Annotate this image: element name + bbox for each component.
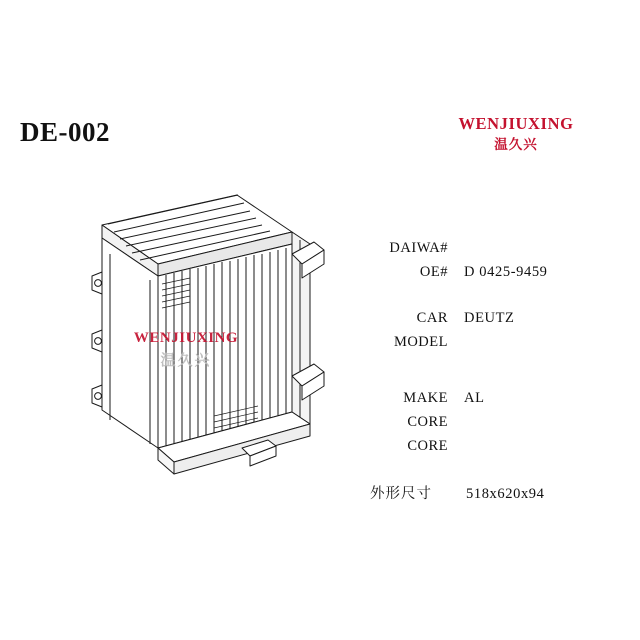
spec-value-oe: D 0425-9459: [464, 264, 548, 280]
spec-label-oe: OE#: [419, 264, 448, 280]
brand-name-cjk: 温久兴: [494, 136, 538, 153]
spec-table: [370, 240, 620, 462]
spec-row-car: [370, 310, 620, 334]
spec-spacer-1: [370, 288, 620, 310]
spec-row-daiwa: [370, 240, 620, 264]
brand-logo: [406, 114, 626, 153]
spec-row-make: [370, 390, 620, 414]
spec-row-oe: [370, 264, 620, 288]
spec-label-daiwa: DAIWA#: [389, 240, 448, 256]
spec-label-core-2: CORE: [407, 438, 448, 454]
radiator-line-art: [62, 180, 352, 510]
dimension-row: [370, 482, 545, 503]
spec-label-core-1: CORE: [407, 414, 448, 430]
spec-spacer-2: [370, 358, 620, 380]
part-number: DE-002: [20, 117, 110, 147]
spec-value-make: AL: [464, 390, 485, 406]
spec-row-model: [370, 334, 620, 358]
brand-name-latin: WENJIUXING: [458, 114, 574, 133]
spec-label-car: CAR: [416, 310, 448, 326]
watermark-cjk: 温久兴: [160, 351, 212, 369]
dimension-value: 518x620x94: [466, 486, 545, 502]
spec-row-core-1: [370, 414, 620, 438]
product-drawing: [62, 180, 352, 510]
dimension-label: 外形尺寸: [370, 486, 432, 502]
watermark-latin: WENJIUXING: [133, 330, 239, 346]
spec-label-model: MODEL: [393, 334, 448, 350]
spec-spacer-3: [370, 380, 620, 390]
spec-value-car: DEUTZ: [464, 310, 515, 326]
spec-label-make: MAKE: [403, 390, 448, 406]
spec-row-core-2: [370, 438, 620, 462]
